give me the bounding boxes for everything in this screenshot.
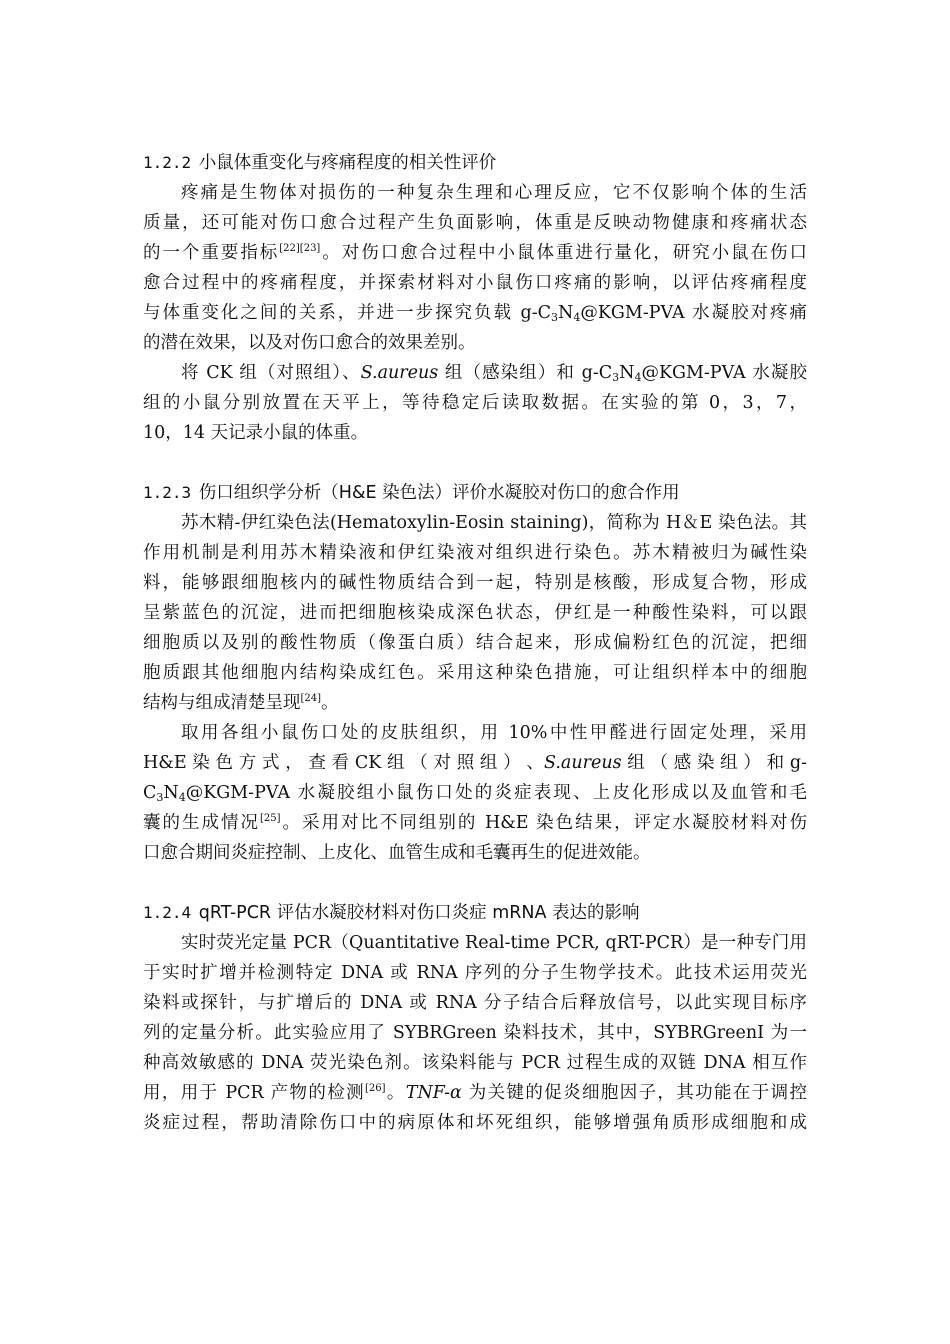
- paragraph: [143, 928, 807, 1138]
- section-number: 1.2.4: [143, 903, 192, 922]
- paragraph: [143, 508, 807, 718]
- text-line: 胞质跟其他细胞内结构染成红色。采用这种染色措施，可让组织样本中的细胞: [143, 663, 807, 683]
- text-line: 疼痛是生物体对损伤的一种复杂生理和心理反应，它不仅影响个体的生活: [181, 183, 807, 203]
- text-line: 用，用于 PCR 产物的检测[26]。TNF-α 为关键的促炎细胞因子，其功能在于调控: [143, 1083, 807, 1103]
- text-line: 囊的生成情况[25]。采用对比不同组别的 H&E 染色结果，评定水凝胶材料对伤: [143, 813, 807, 833]
- text-line: 种高效敏感的 DNA 荧光染色剂。该染料能与 PCR 过程生成的双链 DNA 相互作: [143, 1053, 807, 1073]
- text-line: 组的小鼠分别放置在天平上，等待稳定后读取数据。在实验的第 0，3，7，: [143, 393, 807, 413]
- text-line: 炎症过程，帮助清除伤口中的病原体和坏死组织，能够增强角质形成细胞和成: [143, 1113, 807, 1133]
- section-heading-1-2-2: [143, 148, 807, 178]
- text-line: 实时荧光定量 PCR（Quantitative Real-time PCR, qRT-PCR）是一种专门用: [181, 933, 807, 953]
- paragraph: [143, 178, 807, 358]
- section-title: qRT-PCR 评估水凝胶材料对伤口炎症 mRNA 表达的影响: [198, 903, 640, 923]
- text-line: 取用各组小鼠伤口处的皮肤组织，用 10%中性甲醛进行固定处理，采用: [181, 723, 807, 743]
- text-line: 的潜在效果，以及对伤口愈合的效果差别。: [143, 333, 476, 353]
- text-line: 将 CK 组（对照组）、S.aureus 组（感染组）和 $g-C_3N_4@KGM$-PVA 水凝胶: [181, 363, 807, 384]
- text-line: 列的定量分析。此实验应用了 SYBRGreen 染料技术，其中，SYBRGreenI 为一: [143, 1023, 807, 1043]
- text-line: 苏木精-伊红染色法(Hematoxylin-Eosin staining)，简称为 H＆E 染色法。其: [181, 513, 807, 533]
- citation: [25]: [259, 813, 281, 824]
- text-line: 质量，还可能对伤口愈合过程产生负面影响，体重是反映动物健康和疼痛状态: [143, 213, 807, 233]
- text-line: 愈合过程中的疼痛程度，并探索材料对小鼠伤口疼痛的影响，以评估疼痛程度: [143, 273, 807, 293]
- text-line: 口愈合期间炎症控制、上皮化、血管生成和毛囊再生的促进效能。: [143, 843, 651, 863]
- text-line: 呈紫蓝色的沉淀，进而把细胞核染成深色状态，伊红是一种酸性染料，可以跟: [143, 603, 807, 623]
- paragraph: [143, 718, 807, 868]
- section-title: 伤口组织学分析（H&E 染色法）评价水凝胶对伤口的愈合作用: [198, 483, 680, 503]
- citation: [26]: [365, 1083, 386, 1094]
- text-line: 细胞质以及别的酸性物质（像蛋白质）结合起来，形成偏粉红色的沉淀，把细: [143, 633, 807, 653]
- section-number: 1.2.2: [143, 153, 192, 172]
- section-number: 1.2.3: [143, 483, 192, 502]
- citation: [22][23]: [279, 243, 321, 254]
- text-line: 于实时扩增并检测特定 DNA 或 RNA 序列的分子生物学技术。此技术运用荧光: [143, 963, 807, 983]
- paragraph: [143, 358, 807, 448]
- text-line: 料，能够跟细胞核内的碱性物质结合到一起，特别是核酸，形成复合物，形成: [143, 573, 807, 593]
- citation: [24]: [300, 693, 322, 704]
- section-title: 小鼠体重变化与疼痛程度的相关性评价: [198, 153, 497, 173]
- section-heading-1-2-3: [143, 478, 807, 508]
- text-line: H&E 染 色 方 式 ， 查 看 CK 组 （ 对 照 组 ） 、S.aureus 组 （ 感 染 组 ） 和 g-: [143, 753, 807, 773]
- text-line: 的一个重要指标[22][23]。对伤口愈合过程中小鼠体重进行量化，研究小鼠在伤口: [143, 243, 807, 263]
- text-line: 与体重变化之间的关系，并进一步探究负载 $g-C_3N_4@KGM$-PVA 水凝胶对疼痛: [143, 303, 807, 324]
- text-line: 作用机制是利用苏木精染液和伊红染液对组织进行染色。苏木精被归为碱性染: [143, 543, 807, 563]
- text-line: 结构与组成清楚呈现[24]。: [143, 693, 339, 713]
- section-heading-1-2-4: [143, 898, 807, 928]
- text-line: 10，14 天记录小鼠的体重。: [143, 423, 369, 443]
- text-line: 染料或探针，与扩增后的 DNA 或 RNA 分子结合后释放信号，以此实现目标序: [143, 993, 807, 1013]
- document-page: [143, 148, 807, 1138]
- text-line: $C_3N_4@KGM$-PVA 水凝胶组小鼠伤口处的炎症表现、上皮化形成以及血管和毛: [143, 783, 807, 804]
